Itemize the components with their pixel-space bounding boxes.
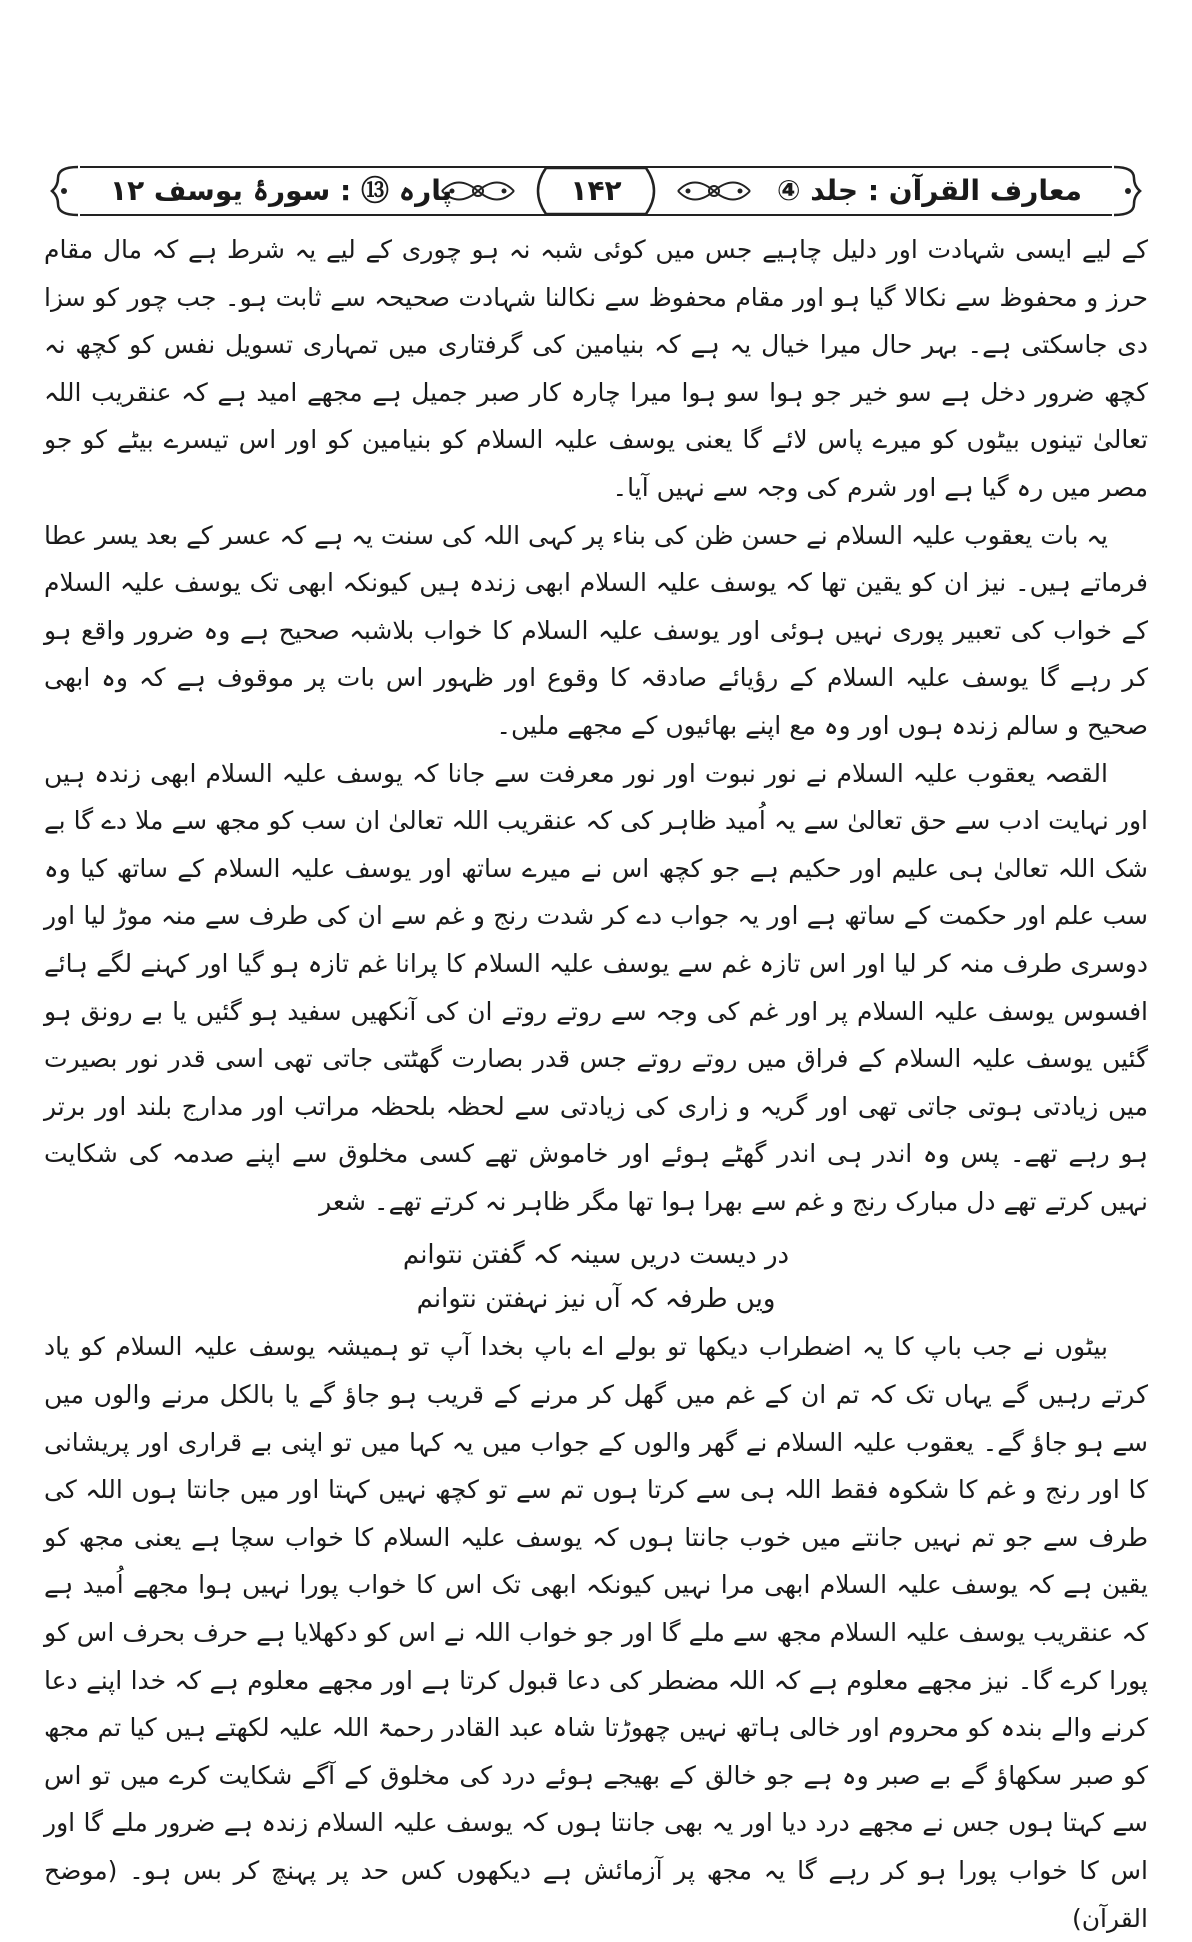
paragraph-3: القصہ یعقوب علیہ السلام نے نور نبوت اور نور معرفت سے جانا کہ یوسف علیہ السلام ابھی زندہ ہیں اور نہایت ادب سے حق تعالیٰ سے یہ اُمید ظاہر کی کہ عنقریب اللہ تعالیٰ ان سب کو مجھ سے ملا دے گا بے شک اللہ تعالیٰ ہی علیم اور حکیم ہے جو کچھ اس نے میرے ساتھ اور یوسف علیہ السلام کے ساتھ کیا وہ سب علم اور حکمت کے ساتھ ہے اور یہ جواب دے کر شدت رنج و غم سے ان کی طرف سے منہ موڑ لیا اور دوسری طرف منہ کر لیا اور اس تازہ غم سے یوسف علیہ السلام کا پرانا غم تازہ ہو گیا اور کہنے لگے ہائے افسوس یوسف علیہ السلام پر اور غم کی وجہ سے روتے روتے ان کی آنکھیں سفید ہو گئیں یا بے رونق ہو گئیں یوسف علیہ السلام کے فراق میں روتے روتے جس قدر بصارت گھٹتی جاتی تھی اسی قدر نور بصیرت میں زیادتی ہوتی جاتی تھی اور گریہ و زاری کی زیادتی سے لحظہ بلحظہ مراتب اور مدارج بلند اور برتر ہو رہے تھے۔ پس وہ اندر ہی اندر گھٹے ہوئے اور خاموش تھے کسی مخلوق سے اپنے صدمہ کی شکایت نہیں کرتے تھے دل مبارک رنج و غم سے بھرا ہوا تھا مگر ظاہر نہ کرتے تھے۔ شعر [44, 758, 1148, 1216]
page-header [50, 164, 1142, 218]
section-title: پارہ ⑬ : سورۂ یوسف ۱۲ [110, 174, 453, 207]
page-body [44, 226, 1148, 1942]
persian-couplet [44, 1233, 1148, 1321]
paragraph-1: کے لیے ایسی شہادت اور دلیل چاہیے جس میں کوئی شبہ نہ ہو چوری کے لیے یہ شرط ہے کہ مال مقام حرز و محفوظ سے نکالا گیا ہو اور مقام محفوظ سے نکالنا شہادت صحیحہ سے ثابت ہو۔ جب چور کو سزا دی جاسکتی ہے۔ بہر حال میرا خیال یہ ہے کہ بنیامین کی گرفتاری میں تمہاری تسویل نفس کو کچھ نہ کچھ ضرور دخل ہے سو خیر جو ہوا سو ہوا میرا چارہ کار صبر جمیل ہے مجھے امید ہے کہ عنقریب اللہ تعالیٰ تینوں بیٹوں کو میرے پاس لائے گا یعنی یوسف علیہ السلام کو بنیامین کو اور اس تیسرے بیٹے کو جو مصر میں رہ گیا ہے اور شرم کی وجہ سے نہیں آیا۔ [44, 235, 1148, 502]
source-citation: (موضح القرآن) [44, 1856, 1148, 1933]
couplet-line-1: در دیست دریں سینہ کہ گفتن نتوانم [402, 1240, 790, 1271]
header-left-bracket-icon [50, 164, 80, 218]
paragraph-2: یہ بات یعقوب علیہ السلام نے حسن ظن کی بناء پر کہی اللہ کی سنت یہ ہے کہ عسر کے بعد یسر عطا فرماتے ہیں۔ نیز ان کو یقین تھا کہ یوسف علیہ السلام ابھی زندہ ہیں کیونکہ ابھی تک یوسف علیہ السلام کے خواب کی تعبیر پوری نہیں ہوئی اور یوسف علیہ السلام کا خواب بلاشبہ صحیح ہے وہ ضرور واقع ہو کر رہے گا یوسف علیہ السلام کے رؤیائے صادقہ کا وقوع اور ظہور اس بات پر موقوف ہے کہ وہ ابھی صحیح و سالم زندہ ہوں اور وہ مع اپنے بھائیوں کے مجھے ملیں۔ [44, 520, 1148, 740]
right-floral-ornament-icon [674, 170, 754, 212]
page-number: ۱۴۲ [570, 174, 622, 207]
couplet-line-2: ویں طرفہ کہ آں نیز نہفتن نتوانم [416, 1284, 776, 1315]
page-number-cartouche [526, 164, 666, 218]
header-right-bracket-icon [1112, 164, 1142, 218]
closing-paragraph-text: بیٹوں نے جب باپ کا یہ اضطراب دیکھا تو بولے اے باپ بخدا آپ تو ہمیشہ یوسف علیہ السلام کو یاد کرتے رہیں گے یہاں تک کہ تم ان کے غم میں گھل کر مرنے کے قریب ہو جاؤ گے یا بالکل مرنے والوں میں سے ہو جاؤ گے۔ یعقوب علیہ السلام نے گھر والوں کے جواب میں یہ کہا میں تو اپنی بے قراری اور پریشانی کا اور رنج و غم کا شکوہ فقط اللہ ہی سے کرتا ہوں تم سے تو کچھ نہیں کہتا اور میں جانتا ہوں اللہ کی طرف سے جو تم نہیں جانتے میں خوب جانتا ہوں کہ یوسف علیہ السلام کا خواب سچا ہے یعنی مجھ کو یقین ہے کہ یوسف علیہ السلام ابھی مرا نہیں کیونکہ ابھی تک اس کا خواب پورا نہیں ہوا مجھے اُمید ہے کہ عنقریب یوسف علیہ السلام مجھ سے ملے گا اور جو خواب اللہ نے اس کو دکھلایا ہے حرف بحرف اس کو پورا کرے گا۔ نیز مجھے معلوم ہے کہ اللہ مضطر کی دعا قبول کرتا ہے اور مجھے معلوم ہے کہ خدا اپنے دعا کرنے والے بندہ کو محروم اور خالی ہاتھ نہیں چھوڑتا شاہ عبد القادر رحمۃ اللہ علیہ لکھتے ہیں کیا تم مجھ کو صبر سکھاؤ گے بے صبر وہ ہے جو خالق کے بھیجے ہوئے درد کی مخلوق کے آگے شکایت کرے میں تو اس سے کہتا ہوں جس نے مجھے درد دیا اور یہ بھی جانتا ہوں کہ یوسف علیہ السلام زندہ ہے ضرور ملے گا اور اس کا خواب پورا ہو کر رہے گا یہ مجھ پر آزمائش ہے دیکھوں کس حد پر پہنچ کر بس ہو۔ [44, 1332, 1148, 1885]
paragraph-4 [44, 1323, 1148, 1942]
book-title: معارف القرآن : جلد ④ [776, 174, 1082, 207]
